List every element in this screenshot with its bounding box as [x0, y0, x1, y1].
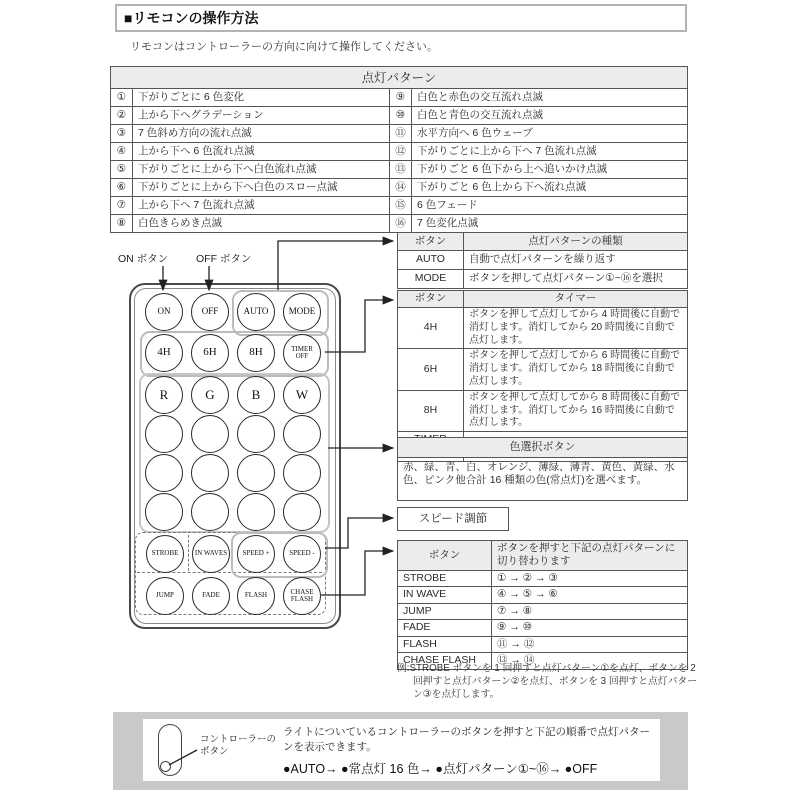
mode-row-button: MODE — [398, 270, 464, 289]
mode-table-header-button: ボタン — [398, 233, 464, 251]
pattern-text: 白色きらめき点滅 — [133, 215, 390, 233]
pattern-num: ② — [111, 107, 133, 125]
switch-row-button: FADE — [398, 620, 492, 636]
timer-table-header-button: ボタン — [398, 291, 464, 308]
remote-button-fade: FADE — [192, 577, 230, 615]
color-select-table — [397, 437, 688, 501]
switch-row-button: IN WAVE — [398, 587, 492, 603]
pattern-text: 上から下へ 7 色流れ点滅 — [133, 197, 390, 215]
remote-button-6h: 6H — [191, 334, 229, 372]
timer-row-desc: ボタンを押して点灯してから 8 時間後に自動で消灯します。消灯してから 16 時間後に自動で点灯します。 — [464, 390, 688, 431]
switch-row-sequence: ④ → ⑤ → ⑥ — [492, 587, 688, 603]
color-button — [283, 454, 321, 492]
remote-button-green: G — [191, 376, 229, 414]
switch-table-header-button: ボタン — [398, 541, 492, 571]
pattern-text: 下がりごとに上から下へ白色流れ点滅 — [133, 161, 390, 179]
pattern-text: 下がりごとに上から下へ 7 色流れ点滅 — [412, 143, 688, 161]
remote-button-on: ON — [145, 293, 183, 331]
switch-row-sequence: ① → ② → ③ — [492, 570, 688, 586]
color-select-title: 色選択ボタン — [398, 438, 688, 458]
strobe-example-note: 例:STROBE ボタンを 1 回押すと点灯パターン①を点灯、ボタンを 2 回押すと点灯パターン②を点灯、ボタンを 3 回押すと点灯パターン③を点灯します。 — [397, 663, 697, 701]
remote-button-auto: AUTO — [237, 293, 275, 331]
color-button — [191, 415, 229, 453]
pattern-text: 7 色斜め方向の流れ点滅 — [133, 125, 390, 143]
remote-button-timer-off: TIMER OFF — [283, 334, 321, 372]
remote-button-red: R — [145, 376, 183, 414]
color-button — [283, 415, 321, 453]
timer-row-button: 6H — [398, 349, 464, 390]
pattern-text: 7 色変化点滅 — [412, 215, 688, 233]
switch-row-button: FLASH — [398, 636, 492, 652]
controller-button-icon — [160, 761, 171, 772]
mode-row-button: AUTO — [398, 251, 464, 270]
pattern-num: ⑥ — [111, 179, 133, 197]
remote-button-strobe: STROBE — [146, 535, 184, 573]
pattern-num: ⑦ — [111, 197, 133, 215]
footer-sequence: ●AUTO→ ●常点灯 16 色→ ●点灯パターン①~⑯→ ●OFF — [283, 762, 598, 776]
remote-button-speed-minus: SPEED - — [283, 535, 321, 573]
page-title: ■リモコンの操作方法 — [115, 4, 687, 32]
color-button — [191, 454, 229, 492]
pattern-table-title: 点灯パターン — [111, 67, 688, 89]
mode-row-desc: ボタンを押して点灯パターン①~⑯を選択 — [464, 270, 688, 289]
off-button-label: OFF ボタン — [196, 253, 252, 265]
switch-row-sequence: ⑬ → ⑭ — [492, 653, 688, 669]
page-subtitle: リモコンはコントローラーの方向に向けて操作してください。 — [130, 41, 438, 53]
color-button — [191, 493, 229, 531]
pattern-switch-table — [397, 540, 688, 670]
pattern-num: ⑮ — [390, 197, 412, 215]
pattern-text: 上から下へ 6 色流れ点滅 — [133, 143, 390, 161]
remote-button-mode: MODE — [283, 293, 321, 331]
switch-row-sequence: ⑦ → ⑧ — [492, 603, 688, 619]
lighting-pattern-table — [110, 66, 688, 233]
pattern-text: 白色と赤色の交互流れ点滅 — [412, 89, 688, 107]
pattern-num: ⑯ — [390, 215, 412, 233]
remote-button-blue: B — [237, 376, 275, 414]
on-button-label: ON ボタン — [118, 253, 169, 265]
color-button — [237, 454, 275, 492]
controller-button-label: コントローラーのボタン — [200, 734, 277, 758]
pattern-text: 下がりごと 6 色下から上へ追いかけ点滅 — [412, 161, 688, 179]
mode-table — [397, 232, 688, 289]
color-button — [145, 454, 183, 492]
pattern-text: 上から下へグラデーション — [133, 107, 390, 125]
remote-button-flash: FLASH — [237, 577, 275, 615]
pattern-text: 下がりごとに 6 色変化 — [133, 89, 390, 107]
strobe-inwaves-divider — [188, 535, 189, 571]
color-button — [237, 415, 275, 453]
color-button — [145, 493, 183, 531]
remote-button-jump: JUMP — [146, 577, 184, 615]
pattern-num: ⑧ — [111, 215, 133, 233]
color-button — [237, 493, 275, 531]
timer-row-button: 4H — [398, 308, 464, 349]
footer-description: ライトについているコントローラーのボタンを押すと下記の順番で点灯パターンを表示できます。 — [283, 726, 650, 754]
pattern-text: 下がりごと 6 色上から下へ流れ点滅 — [412, 179, 688, 197]
switch-row-button: JUMP — [398, 603, 492, 619]
remote-button-chase-flash: CHASE FLASH — [283, 577, 321, 615]
pattern-text: 6 色フェード — [412, 197, 688, 215]
pattern-text: 水平方向へ 6 色ウェーブ — [412, 125, 688, 143]
pattern-num: ⑩ — [390, 107, 412, 125]
pattern-num: ⑫ — [390, 143, 412, 161]
speed-adjust-label: スピード調節 — [397, 507, 509, 531]
timer-row-desc: ボタンを押して点灯してから 4 時間後に自動で消灯します。消灯してから 20 時間後に自動で点灯します。 — [464, 308, 688, 349]
remote-button-off: OFF — [191, 293, 229, 331]
mode-row-desc: 自動で点灯パターンを繰り返す — [464, 251, 688, 270]
pattern-num: ③ — [111, 125, 133, 143]
switch-row-button: STROBE — [398, 570, 492, 586]
pattern-text: 白色と青色の交互流れ点滅 — [412, 107, 688, 125]
pattern-num: ⑭ — [390, 179, 412, 197]
remote-button-white: W — [283, 376, 321, 414]
pattern-num: ⑬ — [390, 161, 412, 179]
color-button — [145, 415, 183, 453]
color-button — [283, 493, 321, 531]
switch-table-header-desc: ボタンを押すと下記の点灯パターンに切り替わります — [492, 541, 688, 571]
pattern-num: ④ — [111, 143, 133, 161]
timer-row-desc: ボタンを押して点灯してから 6 時間後に自動で消灯します。消灯してから 18 時間後に自動で点灯します。 — [464, 349, 688, 390]
switch-row-sequence: ⑨ → ⑩ — [492, 620, 688, 636]
remote-button-8h: 8H — [237, 334, 275, 372]
switch-row-button: CHASE FLASH — [398, 653, 492, 669]
timer-row-button: 8H — [398, 390, 464, 431]
remote-button-in-waves: IN WAVES — [192, 535, 230, 573]
remote-button-speed-plus: SPEED + — [237, 535, 275, 573]
timer-table-header-timer: タイマー — [464, 291, 688, 308]
pattern-num: ⑤ — [111, 161, 133, 179]
remote-button-4h: 4H — [145, 334, 183, 372]
pattern-num: ⑪ — [390, 125, 412, 143]
color-select-desc: 赤、緑、青、白、オレンジ、薄緑、薄青、黄色、黄緑、水色、ピンク他合計 16 種類の色(常点灯)を選べます。 — [398, 458, 688, 501]
switch-row-sequence: ⑪ → ⑫ — [492, 636, 688, 652]
pattern-text: 下がりごとに上から下へ白色のスロー点滅 — [133, 179, 390, 197]
pattern-num: ⑨ — [390, 89, 412, 107]
pattern-num: ① — [111, 89, 133, 107]
mode-table-header-kind: 点灯パターンの種類 — [464, 233, 688, 251]
